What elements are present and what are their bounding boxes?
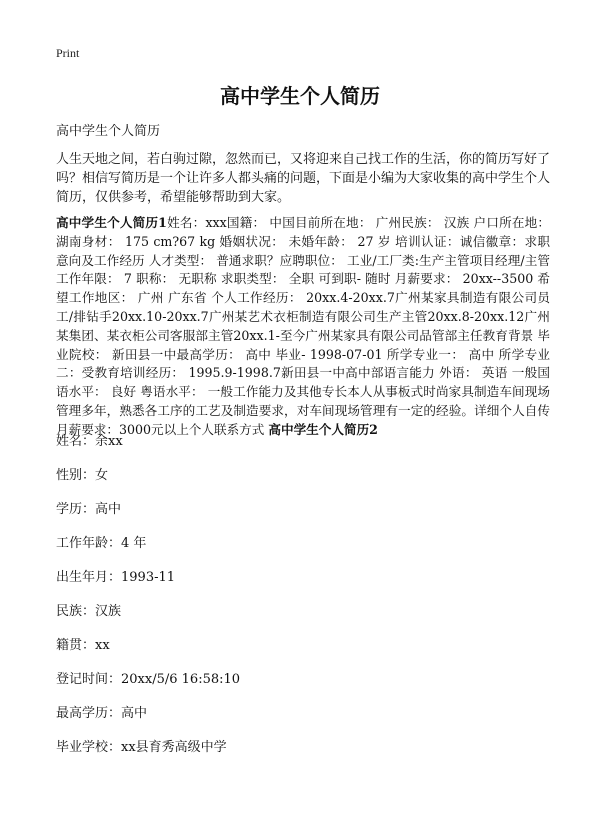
field-value: 女 — [95, 468, 109, 483]
intro-paragraph: 人生天地之间，若白驹过隙，忽然而已，又将迎来自己找工作的生活，你的简历写好了吗？相信写简历是一个让许多人都头痛的问题，下面是小编为大家收集的高中学生个人简历，仅供参考，希望能够帮助到大家。 — [56, 152, 551, 205]
resume-2-heading: 高中学生个人简历2 — [268, 421, 378, 437]
field-birth — [56, 566, 175, 585]
field-value: 4 年 — [121, 536, 147, 551]
resume-1-body: 姓名：xxx国籍： 中国目前所在地： 广州民族： 汉族 户口所在地： 湖南身材： 175 cm?67 kg 婚姻状况： 未婚年龄： 27 岁 培训认证：诚信徽章：求职意向及工作经历 人才类型： 普通求职？应聘职位： 工业/工厂类:生产主管项目经理/主管工作年限： 7 职称： 无职称 求职类型： 全职 可到职- 随时 月薪要求： 20xx--3500 希望工作地区： 广州 广东省 个人工作经历： 20xx.4-20xx.7广州某家具制造有限公司员工/排钻手20xx.10-20xx.7广州某艺术衣柜制造有限公司生产主管20xx.8-20xx.12广州某集团、某衣柜公司客服部主管20xx.1-至今广州某家具有限公司品管部主任教育背景 毕业院校： 新田县一中最高学历： 高中 毕业- 1998-07-01 所学专业一： 高中 所学专业二：受教育培训经历： 1995.9-1998.7新田县一中高中部语言能力 外语： 英语 一般国语水平： 良好 粤语水平： 一般工作能力及其他专长本人从事板式时尚家具制造车间现场管理多年，熟悉各工序的工艺及制造要求，对车间现场管理有一定的经验。详细个人自传月薪要求：3000元以上个人联系方式 — [56, 215, 551, 437]
field-label: 籍贯： — [56, 638, 96, 653]
document-subtitle: 高中学生个人简历 — [56, 124, 161, 139]
field-value: 高中 — [95, 502, 122, 517]
document-title: 高中学生个人简历 — [220, 84, 380, 108]
field-value: 汉族 — [95, 604, 122, 619]
field-ethnicity — [56, 600, 121, 619]
field-value: 余xx — [95, 434, 123, 449]
field-value: xx县育秀高级中学 — [121, 740, 227, 755]
field-value: 高中 — [121, 706, 148, 721]
print-label: Print — [56, 46, 80, 60]
field-label: 最高学历： — [56, 706, 122, 721]
field-register-time — [56, 668, 240, 687]
field-value: xx — [95, 638, 110, 653]
field-school — [56, 736, 227, 755]
resume-1-heading: 高中学生个人简历1 — [56, 215, 167, 230]
field-label: 性别： — [56, 468, 96, 483]
field-label: 出生年月： — [56, 570, 122, 585]
field-work-years — [56, 532, 146, 551]
field-label: 学历： — [56, 502, 96, 517]
field-value: 20xx/5/6 16:58:10 — [121, 672, 241, 687]
field-label: 毕业学校： — [56, 740, 122, 755]
field-gender — [56, 464, 108, 483]
field-label: 姓名： — [56, 434, 96, 449]
field-native-place — [56, 634, 110, 653]
field-name — [56, 430, 123, 449]
field-label: 登记时间： — [56, 672, 122, 687]
field-highest-degree — [56, 702, 147, 721]
resume-1-paragraph — [56, 214, 550, 440]
field-label: 民族： — [56, 604, 96, 619]
field-label: 工作年龄： — [56, 536, 122, 551]
field-education — [56, 498, 121, 517]
field-value: 1993-11 — [121, 570, 176, 585]
